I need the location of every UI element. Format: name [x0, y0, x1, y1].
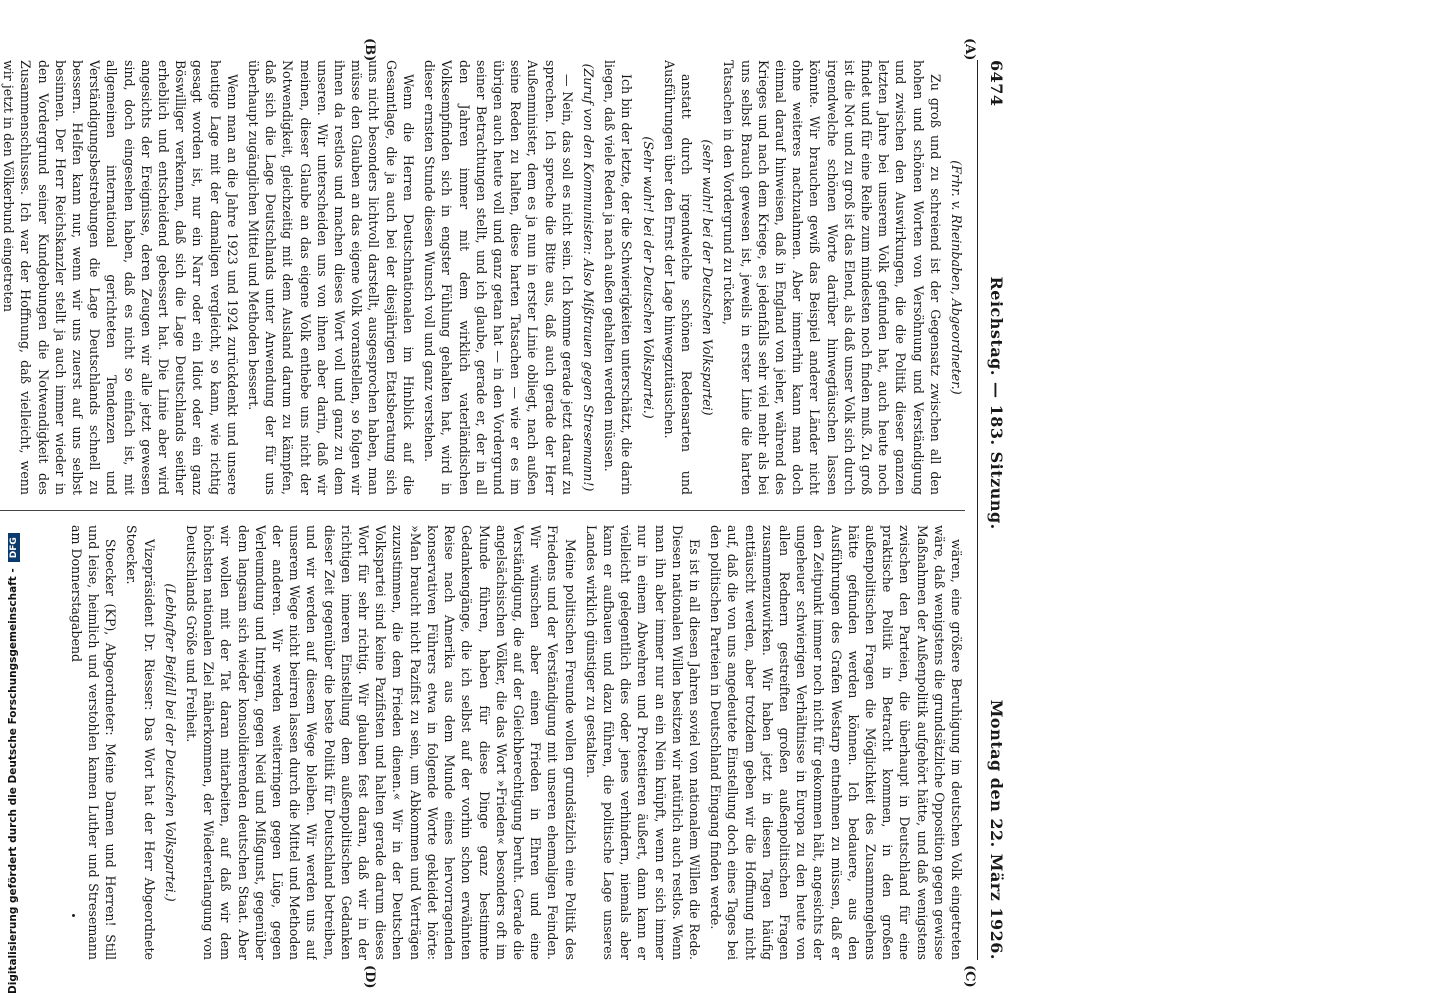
dfg-logo: DFG	[8, 533, 20, 562]
interjection: (Sehr wahr! bei der Deutschen Volkspartei.)	[640, 136, 656, 419]
interjection: (sehr wahr! bei der Deutschen Volkspartei)	[700, 139, 716, 416]
paragraph: — Nein, das soll es nicht sein. Ich komme gerade jetzt darauf zu sprechen. Ich spreche die Bitte aus, daß auch gerade der Herr Außenminister, dem es ja nun in erster Linie obliegt, nach außen seine Reden zu halten, diese harten Tatsachen — wie er es im übrigen auch heute voll und ganz getan hat — in den Vordergrund seiner Betrachtungen stellt, und ich glaube, gerade er, der in all den Jahren immer mit dem wirklich vaterländischen Volksempfinden sich in engster Fühlung gehalten hat, wird in dieser ernsten Stunde diesen Wunsch voll und ganz verstehen.	[422, 60, 575, 495]
session-date: Montag den 22. März 1926.	[987, 699, 1007, 960]
margin-marker-d: (D)	[362, 965, 377, 989]
margin-marker-c: (C)	[962, 965, 977, 988]
paragraph: Meine politischen Freunde wollen grundsätzlich eine Politik des Friedens und der Verständigung mit unseren ehemaligen Feinden. Wir wünschen aber einen Frieden in Ehren und eine Verständigung, die auf der Gleichberechtigung beruht. Gerade die angelsächsischen Völker, die das Wort »Frieden« besonders oft im Munde führen, haben für diese Dinge ganz bestimmte Gedankengänge, die ich selbst auf der vorhin schon erwähnten Reise nach Amerika aus dem Munde eines hervorragenden konservativen Führers etwa in folgende Worte gekleidet hörte: »Man braucht nicht Pazifist zu sein, um Abkommen und Verträgen zuzustimmen, die dem Frieden dienen.« Wir in der Deutschen Volkspartei sind keine Pazifisten und halten gerade darum dieses Wort für sehr richtig. Wir glauben fest daran, daß wir in der richtigen inneren Einstellung dem außenpolitischen Gedanken dieser Zeit gegenüber die beste Politik für Deutschland betreiben, und wir werden auf diesem Wege bleiben. Wir werden uns auf unserem Wege nicht beirren lassen durch die Mittel und Methoden der anderen. Wir werden weiterringen gegen Lüge, gegen Verleumdung und Intrigen, gegen Neid und Mißgunst, gegenüber dem langsam sich wieder konsolidierenden deutschen Staat. Aber wir wollen mit der Tat daran mitarbeiten, auf daß wir dem höchsten nationalen Ziel näherkommen, der Wiedererlangung von Deutschlands Größe und Freiheit.	[184, 525, 578, 960]
left-column	[0, 60, 965, 495]
speaker-line: (Frhr. v. Rheinbaben, Abgeordneter.)	[949, 160, 964, 395]
session-title: Reichstag. — 183. Sitzung.	[987, 276, 1007, 530]
paragraph: anstatt durch irgendwelche schönen Redensarten und Ausführungen über den Ernst der Lage hinwegzutäuschen.	[661, 60, 694, 495]
paragraph: Ich bin der letzte, der die Schwierigkeiten unterschätzt, die darin liegen, daß viele Reden ja nach außen gehalten werden müssen.	[602, 60, 635, 495]
margin-marker-b: (B)	[362, 38, 377, 62]
header-rule	[977, 60, 978, 960]
margin-marker-a: (A)	[962, 38, 977, 61]
paragraph: Wenn die Herren Deutschnationalen im Hinblick auf die Gesamtlage, die ja auch bei der diesjährigen Etatsberatung sich uns nicht besonders lichtvoll darstellt, ausgesprochen haben, man müsse den Glauben an das eigene Volk voranstellen, so folgen wir ihnen da restlos und machen dieses Wort voll und ganz zu dem unseren. Wir unterscheiden uns von ihnen aber darin, daß wir meinen, dieser Glaube an das eigene Volk enthebe uns nicht der Notwendigkeit, gleichzeitig mit dem Ausland darum zu kämpfen, daß sich die Lage Deutschlands unter Anwendung der für uns überhaupt zugänglichen Mittel und Methoden bessert.	[246, 60, 416, 495]
credit-text: Digitalisierung gefördert durch die Deutsche Forschungsgemeinschaft -	[7, 568, 19, 994]
document-page	[0, 38, 1017, 989]
interjection: (Lebhafter Beifall bei der Deutschen Volkspartei.)	[162, 583, 178, 902]
paragraph: wären, eine größere Beruhigung im deutschen Volk eingetreten wäre, daß wenigstens die grundsätzliche Opposition gegen gewisse Maßnahmen der Außenpolitik aufgehört hätte, und daß wenigstens zwischen den Parteien, die überhaupt in Deutschland für eine praktische Politik in Betracht kommen, in den großen außenpolitischen Fragen die Möglichkeit des Zusammengehens hätte gefunden werden können. Ich bedauere, aus den Ausführungen des Grafen Westarp entnehmen zu müssen, daß er den Zeitpunkt immer noch nicht für gekommen hält, angesichts der ungeheuer schwierigen Verhältnisse in Europa zu den heute von allen Rednern gestreiften großen außenpolitischen Fragen zusammenzuwirken. Wir haben jetzt in diesen Tagen häufig enttäuscht werden, aber trotzdem geben wir die Hoffnung nicht auf, daß die von uns angedeutete Einstellung doch eines Tages bei den politischen Parteien in Deutschland Eingang finden werde.	[708, 525, 964, 960]
paragraph: Stoecker (KP), Abgeordneter: Meine Damen und Herren! Still und leise, heimlich und verstohlen kamen Luther und Stresemann am Donnerstagabend	[68, 525, 119, 960]
page-number: 6474	[987, 60, 1007, 107]
paragraph: Vizepräsident Dr. Riesser: Das Wort hat der Herr Abgeordnete Stoecker.	[124, 525, 157, 960]
paragraph: Es ist in all diesen Jahren soviel von nationalem Willen die Rede. Diesen nationalen Willen besitzen wir natürlich auch restlos. Wenn man ihn aber immer nur an ein Nein knüpft, wenn er sich immer nur in einem Abwehren und Protestieren äußert, dann kann er vielleicht gelegentlich dies oder jenes verhindern, niemals aber kann er aufbauen und dazu führen, die politische Lage unseres Landes wirklich günstiger zu gestalten.	[583, 525, 702, 960]
right-column	[0, 525, 965, 960]
page-header	[977, 60, 1017, 960]
paragraph: Wenn man an die Jahre 1923 und 1924 zurückdenkt und unsere heutige Lage mit der damaligen vergleicht, so kann, wie richtig gesagt worden ist, nur ein Narr oder ein Idiot oder ein ganz Böswilliger verkennen, daß sich die Lage Deutschlands seither erheblich und entscheidend gebessert hat. Die Linie aber wird angesichts der Ereignisse, deren Zeugen wir alle jetzt gewesen sind, doch eingesehen haben, daß es nicht so einfach ist, mit allgemeinen international gerichteten Tendenzen und Verständigungsbestrebungen die Lage Deutschlands schnell zu bessern. Helfen kann nur, wenn wir uns zuerst auf uns selbst besinnen. Der Herr Reichskanzler stellt ja auch immer wieder in den Vordergrund seiner Kundgebungen die Notwendigkeit des Zusammenschlusses. Ich war der Hoffnung, daß vielleicht, wenn wir jetzt in den Völkerbund eingetreten	[1, 60, 240, 495]
paragraph: Zu groß und zu schreiend ist der Gegensatz zwischen all den hohen und schönen Worten von Versöhnung und Verständigung und zwischen den Auswirkungen, die die Politik dieser ganzen letzten Jahre bei unserem Volk gefunden hat, auch heute noch findet und für eine Reihe zum mindesten noch finden muß. Zu groß ist die Not und zu groß ist das Elend, als daß unser Volk sich durch irgendwelche schönen Worte darüber hinwegtäuschen lassen könnte. Wir brauchen gewiß das Beispiel anderer Länder nicht ohne weiteres nachzuahmen. Aber immerhin kann man doch einmal darauf hinweisen, daß in England von jeher, während des Krieges und nach dem Kriege, es jedenfalls sehr viel mehr als bei uns selbst Brauch gewesen ist, jeweils in erster Linie die harten Tatsachen in den Vordergrund zu rücken,	[721, 60, 943, 495]
interjection: (Zuruf von den Kommunisten: Also Mißtrauen gegen Stresemann!)	[580, 63, 596, 492]
column-divider	[0, 510, 965, 511]
